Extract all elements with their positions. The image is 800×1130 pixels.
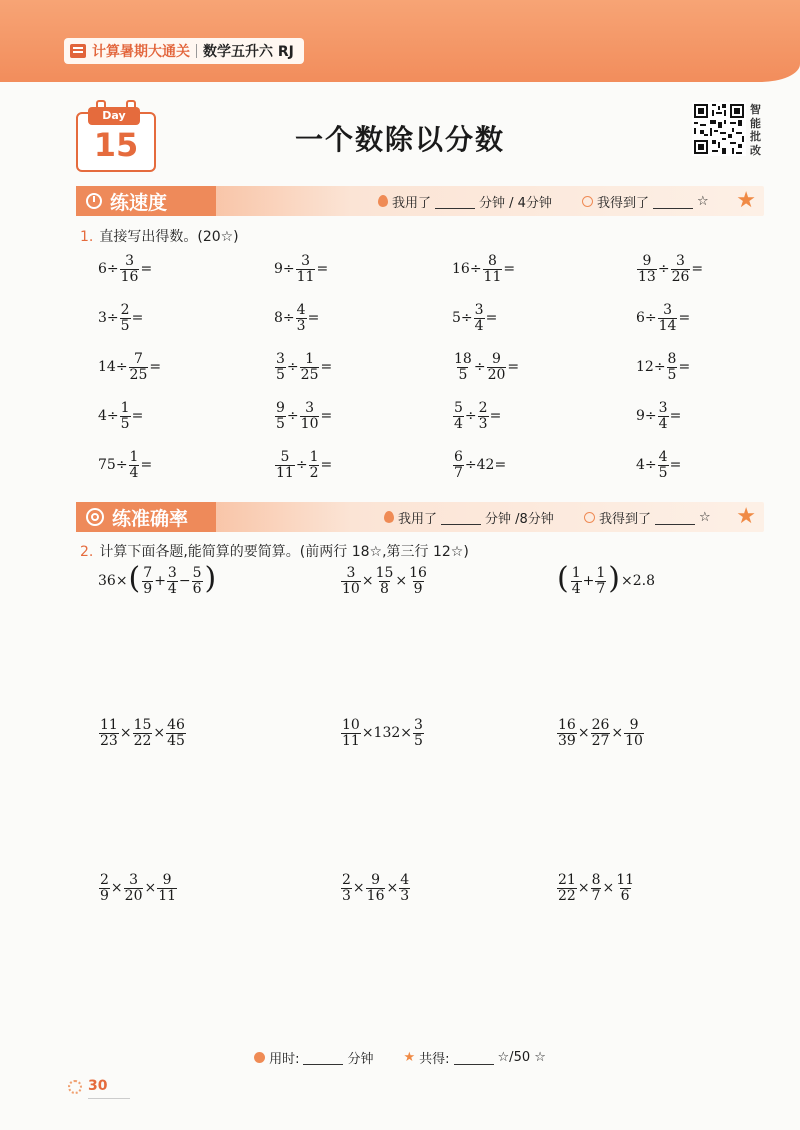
qr-label: 智能批改 (750, 103, 761, 157)
time-used (384, 502, 554, 532)
instruction-text: 计算下面各题,能简算的要简算。(前两行 18☆,第三行 12☆) (99, 544, 469, 560)
problem: 6÷ $\frac{3}{14}$ = (636, 302, 691, 334)
instruction-number: 2. (80, 544, 94, 560)
problem: $\frac{9}{5}$ ÷ $\frac{3}{10}$ = (276, 400, 333, 432)
section-bar-accuracy (76, 502, 764, 532)
section-header (76, 186, 216, 216)
flame-icon (384, 511, 394, 523)
flame-icon (378, 195, 388, 207)
problem: 6÷ $\frac{3}{16}$ = (98, 253, 153, 285)
time-blank[interactable] (303, 1050, 343, 1065)
time-unit: 分钟 (347, 1052, 374, 1067)
day-number: 15 (93, 126, 139, 164)
problem: 36× ( $\frac{7}{9}$ + $\frac{3}{4}$ − $\frac{5}{6}$ ) (98, 561, 217, 597)
stars-got-label: 我得到了 (599, 511, 652, 527)
footer-time (254, 1048, 373, 1067)
total-suffix: ☆/50 ☆ (497, 1050, 546, 1065)
problem: $\frac{21}{22}$ × $\frac{8}{7}$ × $\frac{11}{6}$ (558, 872, 635, 904)
instruction-text: 直接写出得数。(20☆) (99, 229, 239, 245)
time-blank[interactable] (441, 510, 481, 525)
sun-icon (68, 1080, 82, 1094)
problem: $\frac{6}{7}$ ÷42= (454, 449, 507, 481)
stars-got-label: 我得到了 (597, 195, 650, 211)
section-bar-speed (76, 186, 764, 216)
page-title: 一个数除以分数 (294, 123, 505, 156)
target-icon (86, 508, 104, 526)
check-icon (582, 196, 593, 207)
problem: 4÷ $\frac{1}{5}$ = (98, 400, 144, 432)
problem: 16÷ $\frac{8}{11}$ = (452, 253, 516, 285)
page-number: 30 (88, 1078, 108, 1094)
problem: $\frac{5}{4}$ ÷ $\frac{2}{3}$ = (454, 400, 502, 432)
time-used-label: 我用了 (398, 511, 438, 527)
stars-blank[interactable] (653, 194, 693, 209)
problem: $\frac{3}{5}$ ÷ $\frac{1}{25}$ = (276, 351, 333, 383)
footer-total (403, 1048, 545, 1067)
time-label: 用时: (269, 1052, 300, 1067)
instruction-number: 1. (80, 229, 94, 245)
stars-got (582, 186, 709, 216)
problem: $\frac{16}{39}$ × $\frac{26}{27}$ × $\frac{9}{10}$ (558, 717, 643, 749)
total-label: 共得: (419, 1052, 450, 1067)
header-pill (64, 38, 304, 64)
clock-icon (254, 1052, 265, 1063)
book-icon (70, 44, 86, 58)
problem: $\frac{2}{9}$ × $\frac{3}{20}$ × $\frac{9}{11}$ (100, 872, 177, 904)
problem: $\frac{3}{10}$ × $\frac{15}{8}$ × $\frac{16}{9}$ (342, 565, 427, 597)
problem: 9÷ $\frac{3}{11}$ = (274, 253, 329, 285)
grade-title: 数学五升六 RJ (203, 44, 294, 60)
problem: $\frac{9}{13}$ ÷ $\frac{3}{26}$ = (638, 253, 704, 285)
problem: 8÷ $\frac{4}{3}$ = (274, 302, 320, 334)
instruction-2 (80, 541, 469, 561)
time-limit: 分钟 / 4分钟 (479, 195, 552, 211)
section-title: 练速度 (110, 191, 168, 214)
star-symbol: ☆ (697, 193, 709, 209)
instruction-1 (80, 226, 239, 246)
stopwatch-icon (86, 193, 102, 209)
time-used (378, 186, 552, 216)
problem: $\frac{10}{11}$ ×132× $\frac{3}{5}$ (342, 717, 423, 749)
star-icon: ★ (736, 504, 756, 529)
time-limit: 分钟 /8分钟 (485, 511, 554, 527)
divider (196, 44, 197, 58)
problem: $\frac{2}{3}$ × $\frac{9}{16}$ × $\frac{4}{3}$ (342, 872, 410, 904)
problem: 9÷ $\frac{3}{4}$ = (636, 400, 682, 432)
time-used-label: 我用了 (392, 195, 432, 211)
stars-got (584, 502, 711, 532)
problem: ( $\frac{1}{4}$ + $\frac{1}{7}$ ) ×2.8 (557, 561, 656, 597)
problem: 4÷ $\frac{4}{5}$ = (636, 449, 682, 481)
problem: $\frac{5}{11}$ ÷ $\frac{1}{2}$ = (276, 449, 333, 481)
day-label: Day (88, 107, 140, 125)
problem: $\frac{18}{5}$ ÷ $\frac{9}{20}$ = (454, 351, 520, 383)
star-icon: ★ (403, 1050, 416, 1065)
check-icon (584, 512, 595, 523)
qr-code-icon[interactable] (692, 102, 746, 156)
total-blank[interactable] (454, 1050, 494, 1065)
problem: 12÷ $\frac{8}{5}$ = (636, 351, 691, 383)
problem: 3÷ $\frac{2}{5}$ = (98, 302, 144, 334)
section-title: 练准确率 (112, 507, 189, 530)
star-symbol: ☆ (699, 509, 711, 525)
section-header (76, 502, 216, 532)
footer (0, 1048, 800, 1067)
problem: 75÷ $\frac{1}{4}$ = (98, 449, 153, 481)
page-line (88, 1098, 130, 1099)
problem: 5÷ $\frac{3}{4}$ = (452, 302, 498, 334)
problem: $\frac{11}{23}$ × $\frac{15}{22}$ × $\frac{46}{45}$ (100, 717, 185, 749)
star-icon: ★ (736, 188, 756, 213)
time-blank[interactable] (435, 194, 475, 209)
series-title: 计算暑期大通关 (92, 44, 190, 60)
problem: 14÷ $\frac{7}{25}$ = (98, 351, 162, 383)
stars-blank[interactable] (655, 510, 695, 525)
